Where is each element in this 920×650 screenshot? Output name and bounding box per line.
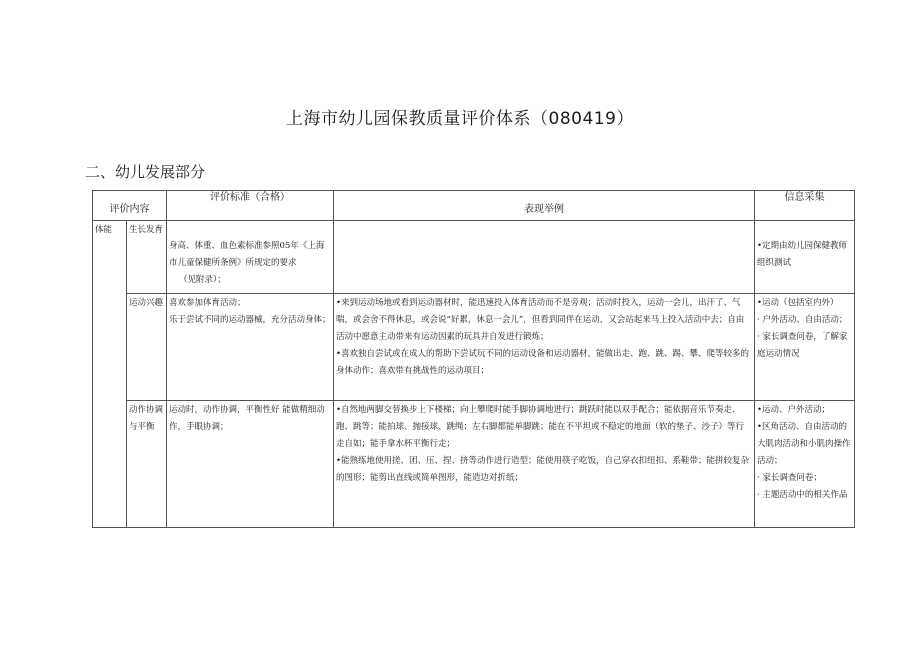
criteria-text: 运动时，动作协调，平衡性好 能做精细动作，手眼协调； — [169, 405, 325, 432]
example-text: •能熟练地使用搓、团、压、捏、挤等动作进行造型；能使用筷子吃饭，自己穿衣扣纽扣、系鞋带；能拼较复杂的图形；能剪出直线或简单图形，能造边对折纸； — [336, 456, 750, 483]
document-title: 上海市幼儿园保教质量评价体系（080419） — [286, 109, 634, 129]
category-cell: 体能 — [93, 221, 127, 528]
info-cell — [755, 294, 855, 401]
sub-item-cell: 生长发育 — [127, 221, 167, 294]
evaluation-table — [92, 190, 855, 528]
header-criteria: 评价标准（合格） — [167, 191, 334, 221]
header-examples: 表现举例 — [334, 191, 755, 221]
examples-cell — [334, 221, 755, 294]
info-text: · 主题活动中的相关作品 — [757, 490, 848, 500]
table-header-row — [93, 191, 855, 221]
criteria-text: 乐于尝试不同的运动器械，充分活动身体； — [169, 315, 331, 325]
header-info: 信息采集 — [755, 191, 855, 221]
info-text: •定期由幼儿园保健教师组织测试 — [757, 241, 848, 268]
info-text: •运动（包括室内外） — [757, 298, 839, 308]
info-cell — [755, 221, 855, 294]
info-text: •区角活动、自由活动的大肌肉活动和小肌肉操作活动； — [757, 422, 851, 466]
info-cell — [755, 401, 855, 528]
info-text: · 户外活动、自由活动； — [757, 315, 848, 325]
examples-cell — [334, 294, 755, 401]
table-row — [93, 221, 855, 294]
example-text: •自然地两脚交替换步上下楼梯；向上攀爬时能手脚协调地进行；跳跃时能以双手配合；能依据音乐节奏走、跑、跳等；能拍球、抛接球、跳绳；左右脚都能单脚跳；能在不平坦或不稳定的地面（软的垫子、沙子）等行走自如；能手拿水杯平衡行走； — [336, 405, 745, 449]
criteria-cell — [167, 221, 334, 294]
section-heading: 二、幼儿发展部分 — [85, 163, 206, 181]
info-text: · 家长调查问卷； — [757, 473, 822, 483]
info-text: · 家长调查问卷，了解家庭运动情况 — [757, 332, 848, 359]
criteria-cell — [167, 294, 334, 401]
sub-item-cell: 动作协调与平衡 — [127, 401, 167, 528]
sub-item-cell: 运动兴趣 — [127, 294, 167, 401]
examples-cell — [334, 401, 755, 528]
criteria-text: 喜欢参加体育活动； — [169, 298, 246, 308]
example-text: •喜欢独自尝试或在成人的帮助下尝试玩不同的运动设备和运动器材，能做出走、跑、跳、踢、攀、爬等较多的身体动作；喜欢带有挑战性的运动项目； — [336, 349, 750, 376]
header-content: 评价内容 — [93, 191, 167, 221]
table-row — [93, 401, 855, 528]
criteria-text: 身高、体重、血色素标准参照05年《上海市儿童保健所条例》所规定的要求 — [169, 241, 325, 268]
example-text: •来到运动场地或看到运动器材时，能迅速投入体育活动而不是旁观；活动时投入，运动一会儿，出汗了、气喘，或会舍不得休息，或会说“好累，休息一会儿”，但看到同伴在运动，又会站起来马上投入活动中去；自由活动中愿意主动带来有运动因素的玩具并自发进行锻炼； — [336, 298, 745, 342]
criteria-text: （见附录）； — [179, 275, 226, 285]
info-text: •运动、户外活动； — [757, 405, 831, 415]
criteria-cell — [167, 401, 334, 528]
table-row — [93, 294, 855, 401]
